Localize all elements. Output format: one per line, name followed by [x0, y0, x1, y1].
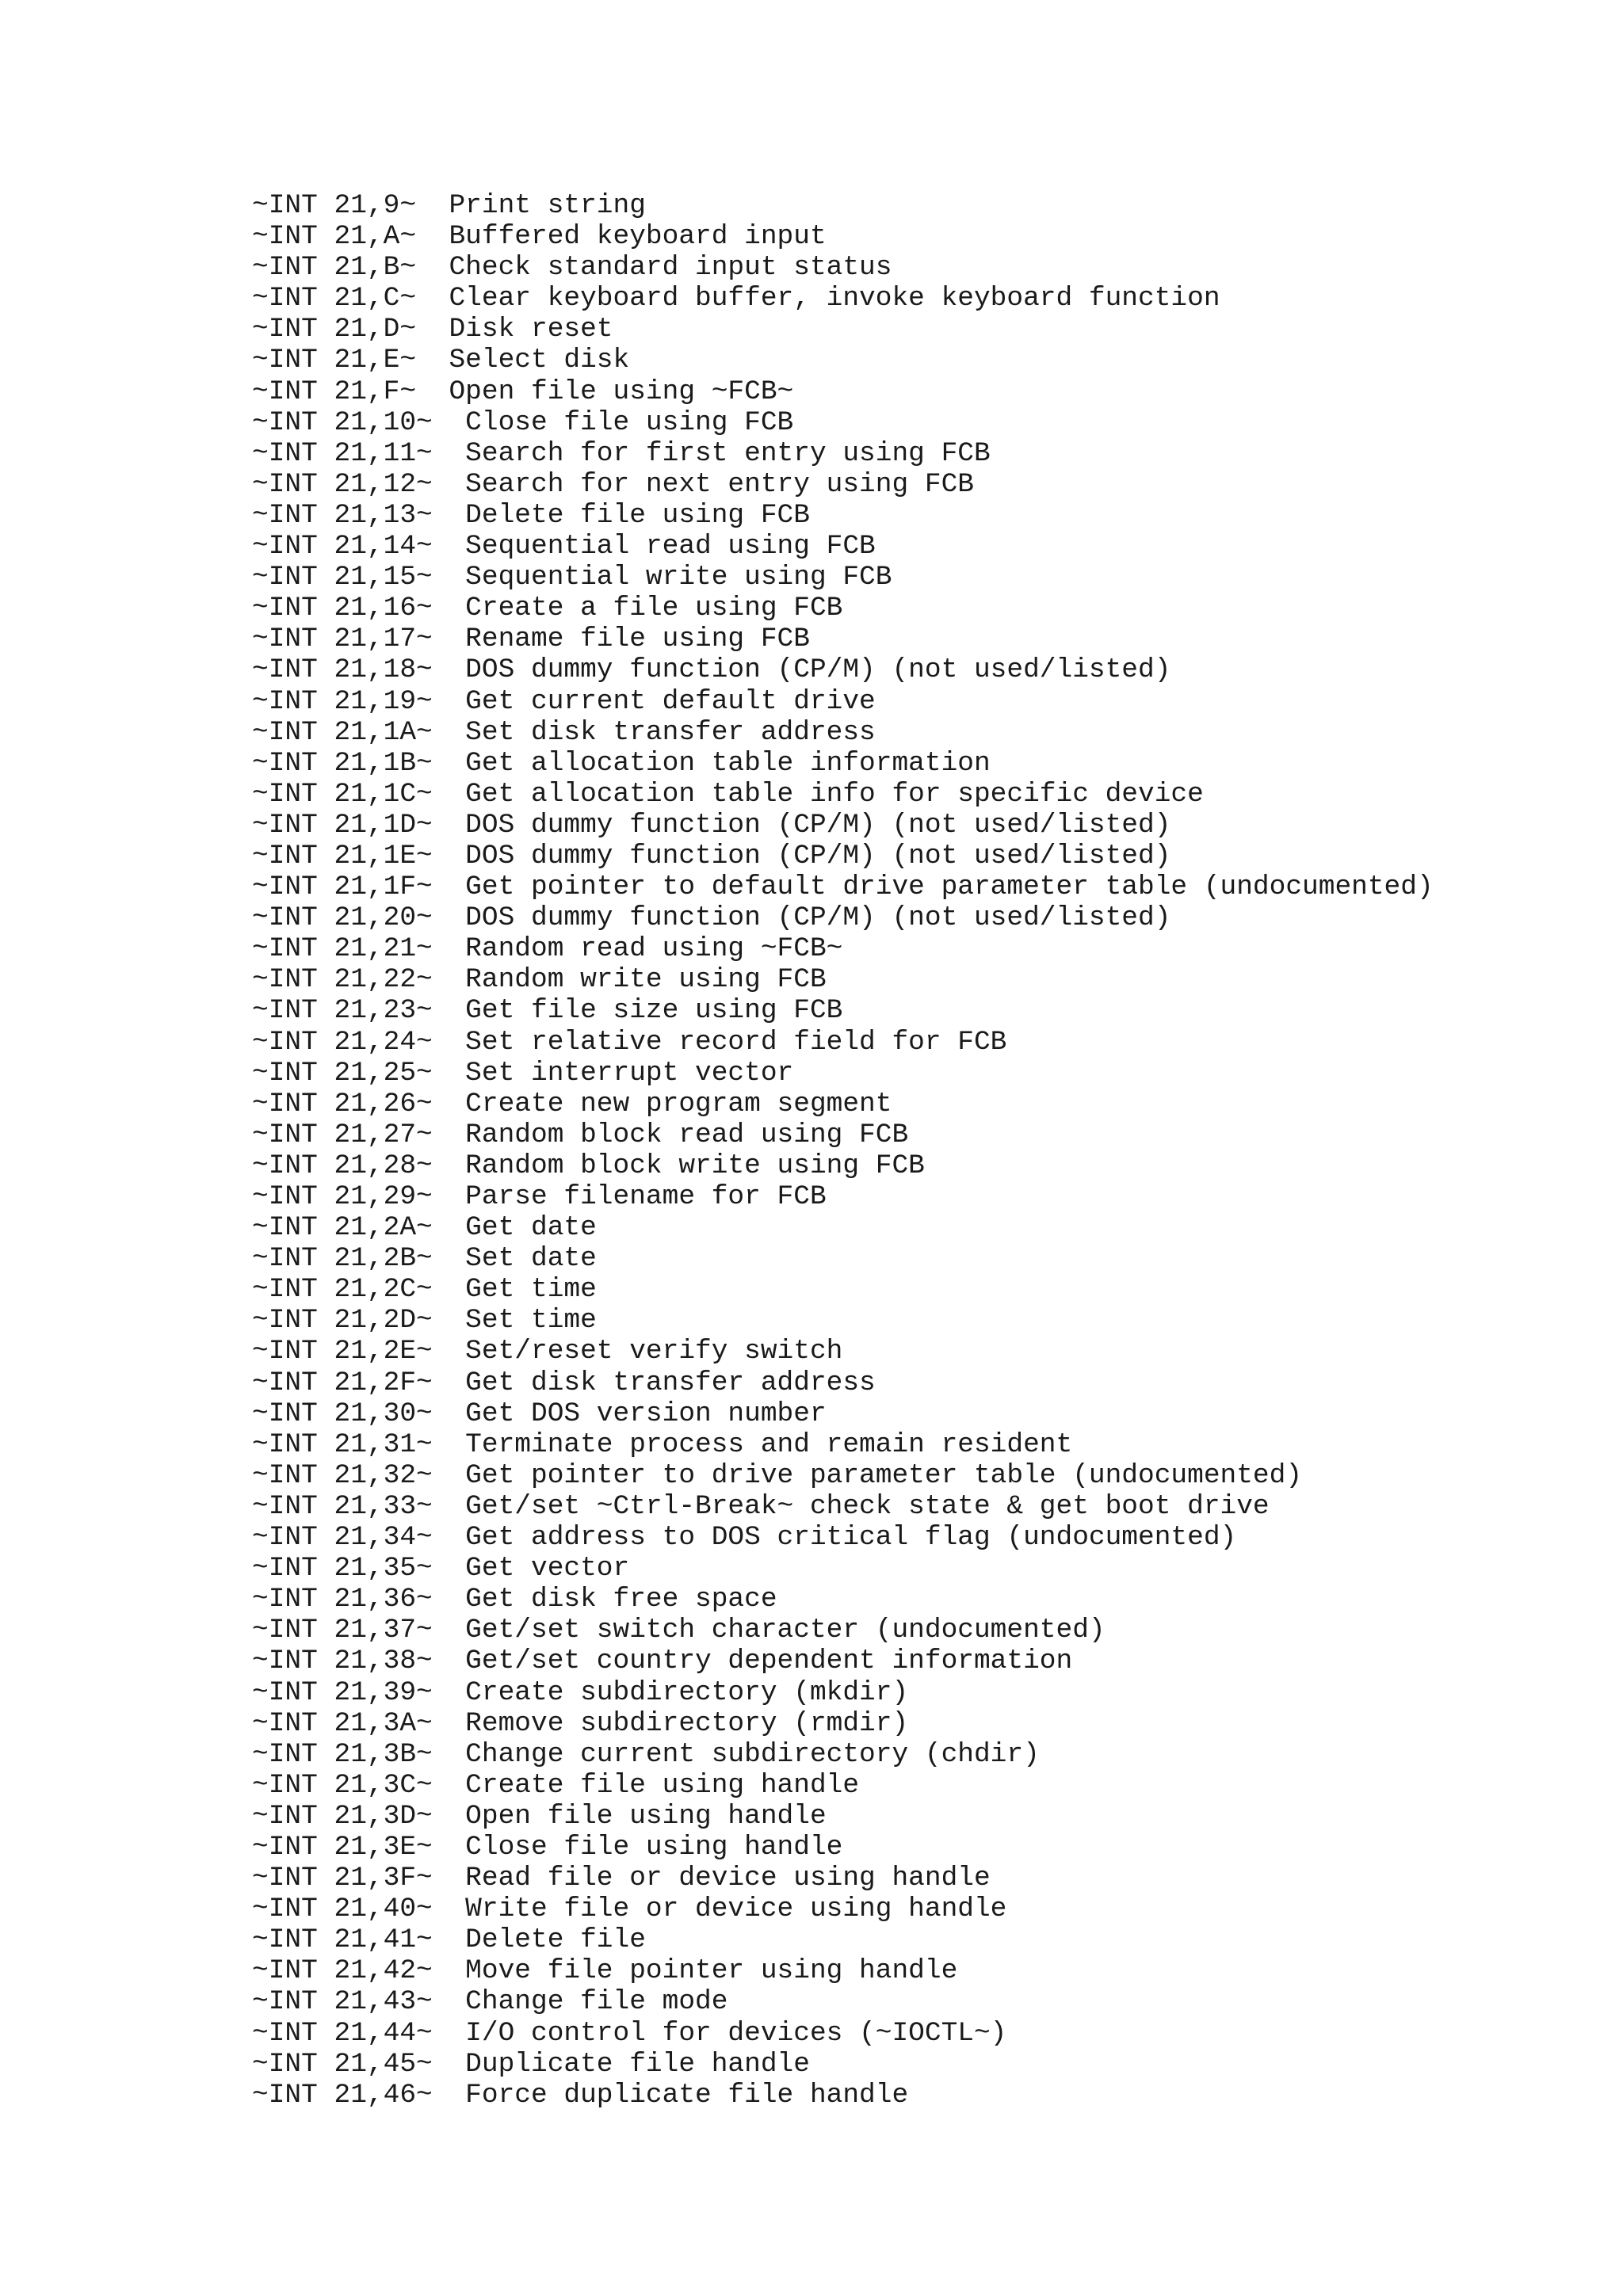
list-item: [252, 1770, 1434, 1801]
column-gap: [416, 376, 449, 407]
interrupt-code: ~INT 21,19~: [252, 685, 433, 717]
function-description: Create subdirectory (mkdir): [465, 1676, 909, 1708]
list-item: [252, 1986, 1434, 2017]
interrupt-code: ~INT 21,3D~: [252, 1800, 433, 1832]
list-item: [252, 438, 1434, 469]
function-description: Set/reset verify switch: [465, 1336, 843, 1367]
list-item: [252, 221, 1434, 252]
list-item: [252, 1708, 1434, 1739]
function-description: Sequential write using FCB: [465, 562, 892, 593]
column-gap: [433, 1955, 465, 1986]
function-description: Write file or device using handle: [465, 1894, 1007, 1925]
function-description: Open file using handle: [465, 1800, 827, 1832]
column-gap: [433, 1058, 465, 1089]
list-item: [252, 1924, 1434, 1955]
column-gap: [433, 810, 465, 841]
function-description: Remove subdirectory (rmdir): [465, 1707, 909, 1739]
list-item: [252, 1646, 1434, 1676]
list-item: [252, 1832, 1434, 1863]
column-gap: [433, 1491, 465, 1522]
interrupt-code: ~INT 21,E~: [252, 345, 417, 376]
interrupt-code: ~INT 21,2F~: [252, 1367, 433, 1398]
function-description: Search for first entry using FCB: [465, 437, 991, 469]
function-description: Random write using FCB: [465, 964, 827, 996]
column-gap: [433, 1894, 465, 1924]
function-description: Get disk transfer address: [465, 1367, 876, 1398]
column-gap: [433, 1832, 465, 1863]
function-description: DOS dummy function (CP/M) (not used/listed): [465, 654, 1171, 686]
function-description: Delete file using FCB: [465, 499, 810, 531]
column-gap: [416, 314, 449, 345]
function-description: Create file using handle: [465, 1769, 860, 1801]
interrupt-code: ~INT 21,C~: [252, 283, 417, 315]
function-description: Get vector: [465, 1553, 630, 1585]
column-gap: [433, 1460, 465, 1491]
interrupt-code: ~INT 21,43~: [252, 1986, 433, 2018]
list-item: [252, 1367, 1434, 1398]
list-item: [252, 1584, 1434, 1615]
list-item: [252, 1181, 1434, 1212]
column-gap: [433, 964, 465, 995]
list-item: [252, 1739, 1434, 1770]
function-description: Get/set country dependent information: [465, 1646, 1073, 1677]
interrupt-code: ~INT 21,10~: [252, 406, 433, 438]
column-gap: [433, 1770, 465, 1801]
interrupt-code: ~INT 21,2C~: [252, 1274, 433, 1306]
function-description: Random block write using FCB: [465, 1150, 925, 1181]
function-description: Get current default drive: [465, 685, 876, 717]
list-item: [252, 686, 1434, 717]
function-description: Create a file using FCB: [465, 593, 843, 624]
function-description: Get allocation table info for specific device: [465, 778, 1204, 810]
list-item: [252, 2018, 1434, 2049]
list-item: [252, 624, 1434, 654]
list-item: [252, 841, 1434, 871]
interrupt-code: ~INT 21,28~: [252, 1150, 433, 1181]
function-description: Buffered keyboard input: [449, 221, 827, 253]
interrupt-code: ~INT 21,29~: [252, 1181, 433, 1212]
interrupt-code: ~INT 21,34~: [252, 1522, 433, 1554]
list-item: [252, 1460, 1434, 1491]
column-gap: [433, 1708, 465, 1739]
interrupt-code: ~INT 21,30~: [252, 1398, 433, 1429]
column-gap: [433, 2080, 465, 2111]
column-gap: [433, 1646, 465, 1676]
interrupt-code: ~INT 21,35~: [252, 1553, 433, 1585]
column-gap: [433, 407, 465, 438]
interrupt-code: ~INT 21,F~: [252, 376, 417, 407]
column-gap: [433, 469, 465, 500]
interrupt-code: ~INT 21,3E~: [252, 1831, 433, 1863]
column-gap: [433, 654, 465, 685]
list-item: [252, 1955, 1434, 1986]
interrupt-code: ~INT 21,3A~: [252, 1707, 433, 1739]
list-item: [252, 1243, 1434, 1274]
column-gap: [433, 1522, 465, 1553]
column-gap: [433, 1615, 465, 1646]
list-item: [252, 252, 1434, 283]
interrupt-code: ~INT 21,37~: [252, 1615, 433, 1646]
column-gap: [433, 933, 465, 964]
column-gap: [433, 500, 465, 531]
list-item: [252, 995, 1434, 1026]
column-gap: [433, 2018, 465, 2049]
list-item: [252, 1150, 1434, 1181]
column-gap: [416, 190, 449, 221]
function-description: Get time: [465, 1274, 597, 1306]
function-description: Close file using handle: [465, 1831, 843, 1863]
function-description: Get address to DOS critical flag (undocumented): [465, 1522, 1237, 1554]
list-item: [252, 1429, 1434, 1460]
column-gap: [416, 283, 449, 314]
function-description: Random block read using FCB: [465, 1119, 909, 1150]
function-description: Set date: [465, 1243, 597, 1275]
interrupt-code: ~INT 21,21~: [252, 933, 433, 965]
column-gap: [416, 345, 449, 376]
column-gap: [433, 2049, 465, 2080]
list-item: [252, 1027, 1434, 1058]
column-gap: [433, 1181, 465, 1212]
function-description: Get pointer to drive parameter table (undocumented): [465, 1459, 1303, 1491]
interrupt-code: ~INT 21,1F~: [252, 871, 433, 903]
column-gap: [433, 1677, 465, 1708]
list-item: [252, 593, 1434, 624]
interrupt-code: ~INT 21,17~: [252, 624, 433, 655]
interrupt-code: ~INT 21,25~: [252, 1057, 433, 1089]
interrupt-code: ~INT 21,44~: [252, 2017, 433, 2049]
column-gap: [433, 1398, 465, 1429]
column-gap: [433, 686, 465, 717]
column-gap: [433, 1305, 465, 1336]
interrupt-code: ~INT 21,42~: [252, 1955, 433, 1987]
list-item: [252, 345, 1434, 376]
interrupt-code: ~INT 21,A~: [252, 221, 417, 253]
column-gap: [433, 1863, 465, 1894]
column-gap: [433, 531, 465, 562]
list-item: [252, 1119, 1434, 1150]
list-item: [252, 1522, 1434, 1553]
interrupt-code: ~INT 21,14~: [252, 531, 433, 563]
column-gap: [433, 1336, 465, 1367]
function-description: Clear keyboard buffer, invoke keyboard function: [449, 283, 1220, 315]
interrupt-code: ~INT 21,2B~: [252, 1243, 433, 1275]
list-item: [252, 314, 1434, 345]
function-description: Get DOS version number: [465, 1398, 827, 1429]
function-description: Close file using FCB: [465, 406, 794, 438]
list-item: [252, 1894, 1434, 1924]
column-gap: [433, 1027, 465, 1058]
list-item: [252, 1398, 1434, 1429]
interrupt-code: ~INT 21,1A~: [252, 716, 433, 748]
function-description: Get file size using FCB: [465, 995, 843, 1027]
interrupt-code: ~INT 21,2E~: [252, 1336, 433, 1367]
column-gap: [433, 438, 465, 469]
interrupt-code: ~INT 21,22~: [252, 964, 433, 996]
list-item: [252, 407, 1434, 438]
list-item: [252, 1274, 1434, 1305]
function-description: Get allocation table information: [465, 747, 991, 779]
list-item: [252, 1677, 1434, 1708]
function-description: Check standard input status: [449, 252, 892, 284]
list-item: [252, 748, 1434, 779]
function-description: Set interrupt vector: [465, 1057, 794, 1089]
column-gap: [433, 871, 465, 902]
list-item: [252, 190, 1434, 221]
interrupt-code: ~INT 21,2A~: [252, 1212, 433, 1244]
interrupt-code: ~INT 21,B~: [252, 252, 417, 284]
column-gap: [433, 562, 465, 593]
function-description: Delete file: [465, 1924, 646, 1956]
interrupt-code: ~INT 21,20~: [252, 902, 433, 934]
list-item: [252, 1801, 1434, 1832]
list-item: [252, 2049, 1434, 2080]
list-item: [252, 654, 1434, 685]
interrupt-code: ~INT 21,24~: [252, 1026, 433, 1058]
interrupt-code: ~INT 21,16~: [252, 593, 433, 624]
list-item: [252, 810, 1434, 841]
function-description: Print string: [449, 190, 646, 221]
list-item: [252, 1212, 1434, 1243]
function-description: Duplicate file handle: [465, 2048, 810, 2080]
function-description: Sequential read using FCB: [465, 531, 876, 563]
list-item: [252, 779, 1434, 810]
function-description: Move file pointer using handle: [465, 1955, 958, 1987]
column-gap: [433, 841, 465, 871]
interrupt-code: ~INT 21,31~: [252, 1428, 433, 1460]
column-gap: [433, 1367, 465, 1398]
list-item: [252, 500, 1434, 531]
column-gap: [433, 779, 465, 810]
column-gap: [433, 717, 465, 748]
function-description: Create new program segment: [465, 1088, 892, 1119]
list-item: [252, 1089, 1434, 1119]
list-item: [252, 1863, 1434, 1894]
column-gap: [433, 1739, 465, 1770]
column-gap: [433, 1801, 465, 1832]
list-item: [252, 283, 1434, 314]
column-gap: [433, 1429, 465, 1460]
interrupt-code: ~INT 21,41~: [252, 1924, 433, 1956]
interrupt-code: ~INT 21,9~: [252, 190, 417, 221]
list-item: [252, 1615, 1434, 1646]
interrupt-code: ~INT 21,39~: [252, 1676, 433, 1708]
interrupt-code: ~INT 21,18~: [252, 654, 433, 686]
interrupt-code: ~INT 21,1E~: [252, 840, 433, 871]
interrupt-code: ~INT 21,26~: [252, 1088, 433, 1119]
list-item: [252, 1305, 1434, 1336]
column-gap: [433, 1119, 465, 1150]
function-description: Change file mode: [465, 1986, 728, 2018]
column-gap: [433, 1150, 465, 1181]
interrupt-code: ~INT 21,3C~: [252, 1769, 433, 1801]
interrupt-code: ~INT 21,13~: [252, 499, 433, 531]
list-item: [252, 469, 1434, 500]
interrupt-code: ~INT 21,38~: [252, 1646, 433, 1677]
column-gap: [433, 1212, 465, 1243]
interrupt-code: ~INT 21,33~: [252, 1490, 433, 1522]
interrupt-code: ~INT 21,2D~: [252, 1305, 433, 1337]
interrupt-code: ~INT 21,3B~: [252, 1738, 433, 1770]
function-description: Search for next entry using FCB: [465, 468, 974, 500]
interrupt-code: ~INT 21,45~: [252, 2048, 433, 2080]
column-gap: [433, 902, 465, 933]
list-item: [252, 2080, 1434, 2111]
interrupt-code: ~INT 21,46~: [252, 2079, 433, 2111]
list-item: [252, 1336, 1434, 1367]
function-description: Parse filename for FCB: [465, 1181, 827, 1212]
column-gap: [433, 1986, 465, 2017]
column-gap: [416, 221, 449, 252]
list-item: [252, 964, 1434, 995]
function-description: DOS dummy function (CP/M) (not used/listed): [465, 809, 1171, 841]
function-description: Get/set switch character (undocumented): [465, 1615, 1106, 1646]
column-gap: [433, 1924, 465, 1955]
column-gap: [433, 995, 465, 1026]
function-description: Select disk: [449, 345, 630, 376]
function-description: Set relative record field for FCB: [465, 1026, 1007, 1058]
function-description: Read file or device using handle: [465, 1863, 991, 1894]
list-item: [252, 1058, 1434, 1089]
list-item: [252, 1553, 1434, 1584]
column-gap: [433, 1243, 465, 1274]
interrupt-function-list: [252, 190, 1434, 2111]
function-description: Get disk free space: [465, 1584, 777, 1615]
list-item: [252, 531, 1434, 562]
interrupt-code: ~INT 21,1C~: [252, 778, 433, 810]
interrupt-code: ~INT 21,36~: [252, 1584, 433, 1615]
interrupt-code: ~INT 21,12~: [252, 468, 433, 500]
function-description: Disk reset: [449, 314, 613, 345]
interrupt-code: ~INT 21,23~: [252, 995, 433, 1027]
function-description: Get/set ~Ctrl-Break~ check state & get boot drive: [465, 1490, 1270, 1522]
list-item: [252, 1491, 1434, 1522]
interrupt-code: ~INT 21,1B~: [252, 747, 433, 779]
list-item: [252, 717, 1434, 748]
list-item: [252, 933, 1434, 964]
interrupt-code: ~INT 21,40~: [252, 1894, 433, 1925]
function-description: Terminate process and remain resident: [465, 1428, 1073, 1460]
interrupt-code: ~INT 21,32~: [252, 1459, 433, 1491]
function-description: Set disk transfer address: [465, 716, 876, 748]
column-gap: [433, 1553, 465, 1584]
column-gap: [433, 593, 465, 624]
function-description: I/O control for devices (~IOCTL~): [465, 2017, 1007, 2049]
interrupt-code: ~INT 21,11~: [252, 437, 433, 469]
column-gap: [416, 252, 449, 283]
list-item: [252, 562, 1434, 593]
column-gap: [433, 1584, 465, 1615]
function-description: Random read using ~FCB~: [465, 933, 843, 965]
function-description: DOS dummy function (CP/M) (not used/listed): [465, 902, 1171, 934]
function-description: Force duplicate file handle: [465, 2079, 909, 2111]
interrupt-code: ~INT 21,27~: [252, 1119, 433, 1150]
column-gap: [433, 1274, 465, 1305]
list-item: [252, 871, 1434, 902]
function-description: Set time: [465, 1305, 597, 1337]
list-item: [252, 902, 1434, 933]
interrupt-code: ~INT 21,3F~: [252, 1863, 433, 1894]
column-gap: [433, 624, 465, 654]
list-item: [252, 376, 1434, 407]
function-description: DOS dummy function (CP/M) (not used/listed): [465, 840, 1171, 871]
column-gap: [433, 1089, 465, 1119]
function-description: Get pointer to default drive parameter table (undocumented): [465, 871, 1434, 903]
function-description: Open file using ~FCB~: [449, 376, 794, 407]
function-description: Change current subdirectory (chdir): [465, 1738, 1040, 1770]
function-description: Rename file using FCB: [465, 624, 810, 655]
function-description: Get date: [465, 1212, 597, 1244]
column-gap: [433, 748, 465, 779]
interrupt-code: ~INT 21,15~: [252, 562, 433, 593]
interrupt-code: ~INT 21,1D~: [252, 809, 433, 841]
interrupt-code: ~INT 21,D~: [252, 314, 417, 345]
